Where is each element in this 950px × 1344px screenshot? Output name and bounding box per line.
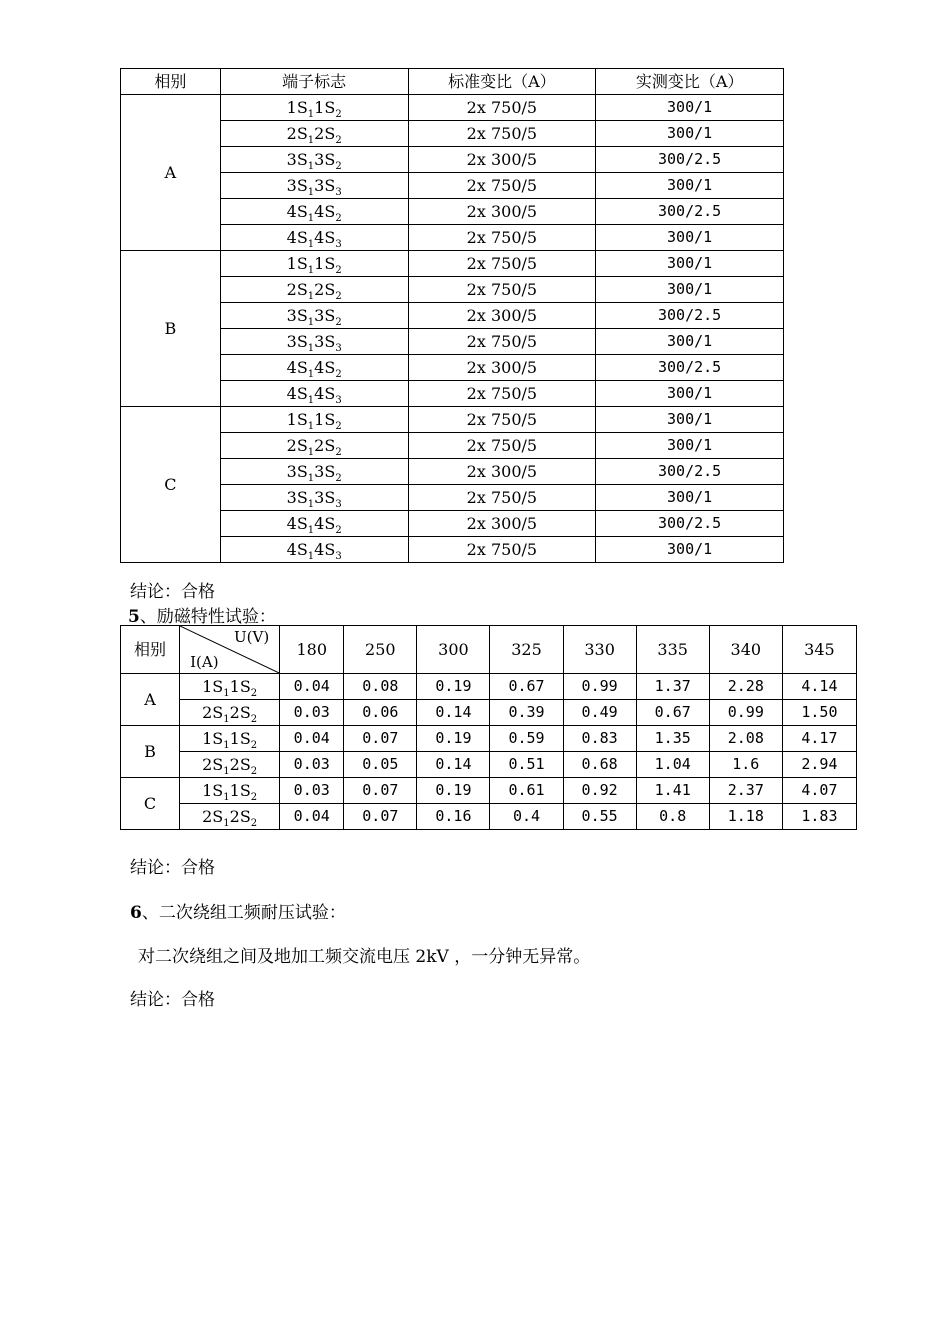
terminal-cell: [220, 433, 408, 459]
terminal-label: 4S: [286, 227, 308, 247]
terminal-label: 4S: [286, 357, 308, 377]
ratio-row: [121, 459, 784, 485]
measured-ratio-cell: 300/1: [596, 433, 784, 459]
standard-ratio-cell: 2x 750/5: [408, 381, 596, 407]
measured-ratio-cell: 300/1: [596, 251, 784, 277]
current-value-cell: 0.39: [490, 700, 563, 726]
ratio-table: [120, 68, 784, 563]
terminal-subscript: 1: [223, 739, 230, 751]
terminal-subscript: 2: [335, 212, 342, 224]
current-value-cell: 0.07: [344, 726, 417, 752]
terminal-label: 4S: [314, 513, 336, 533]
ratio-row: [121, 381, 784, 407]
ratio-row: [121, 173, 784, 199]
standard-ratio-cell: 2x 750/5: [408, 225, 596, 251]
voltage-header-cell: 345: [782, 626, 856, 674]
section5-number: 5: [128, 607, 140, 627]
terminal-cell: [220, 407, 408, 433]
ratio-header-cell: 相别: [121, 69, 221, 95]
terminal-label: 1S: [229, 780, 251, 800]
terminal-label: 1S: [202, 728, 224, 748]
terminal-subscript: 1: [307, 472, 315, 484]
current-value-cell: 0.99: [563, 674, 636, 700]
standard-ratio-cell: 2x 750/5: [408, 485, 596, 511]
terminal-label: 2S: [286, 435, 308, 455]
terminal-subscript: 2: [335, 160, 342, 172]
terminal-label: 1S: [314, 97, 336, 117]
section6-title: 、二次绕组工频耐压试验：: [141, 903, 346, 923]
terminal-cell: [220, 355, 408, 381]
current-value-cell: 0.14: [417, 700, 490, 726]
terminal-subscript: 2: [335, 290, 342, 302]
current-value-cell: 0.92: [563, 778, 636, 804]
terminal-cell: [220, 251, 408, 277]
measured-ratio-cell: 300/2.5: [596, 459, 784, 485]
terminal-label: 2S: [202, 702, 224, 722]
ratio-row: [121, 355, 784, 381]
current-axis-label: I(A): [190, 653, 219, 671]
current-value-cell: 0.51: [490, 752, 563, 778]
terminal-subscript: 1: [307, 134, 315, 146]
current-value-cell: 2.94: [782, 752, 856, 778]
excitation-row: [121, 674, 857, 700]
terminal-label: 4S: [286, 539, 308, 559]
current-value-cell: 0.99: [709, 700, 782, 726]
measured-ratio-cell: 300/1: [596, 485, 784, 511]
voltage-header-cell: 330: [563, 626, 636, 674]
terminal-cell: [220, 225, 408, 251]
ratio-row: [121, 147, 784, 173]
current-value-cell: 1.50: [782, 700, 856, 726]
terminal-subscript: 1: [307, 316, 315, 328]
terminal-subscript: 1: [223, 765, 230, 777]
terminal-subscript: 3: [335, 238, 342, 250]
measured-ratio-cell: 300/1: [596, 95, 784, 121]
current-value-cell: 1.35: [636, 726, 709, 752]
terminal-cell: [180, 700, 280, 726]
current-value-cell: 1.83: [782, 804, 856, 830]
terminal-label: 1S: [229, 728, 251, 748]
current-value-cell: 0.49: [563, 700, 636, 726]
terminal-label: 1S: [286, 97, 308, 117]
standard-ratio-cell: 2x 750/5: [408, 95, 596, 121]
terminal-label: 3S: [286, 305, 308, 325]
phase-cell: C: [121, 778, 180, 830]
standard-ratio-cell: 2x 300/5: [408, 147, 596, 173]
measured-ratio-cell: 300/2.5: [596, 199, 784, 225]
terminal-cell: [220, 537, 408, 563]
ratio-row: [121, 251, 784, 277]
measured-ratio-cell: 300/2.5: [596, 511, 784, 537]
terminal-cell: [220, 511, 408, 537]
standard-ratio-cell: 2x 750/5: [408, 251, 596, 277]
voltage-header-cell: 300: [417, 626, 490, 674]
ratio-row: [121, 407, 784, 433]
standard-ratio-cell: 2x 750/5: [408, 407, 596, 433]
ratio-row: [121, 329, 784, 355]
terminal-label: 2S: [229, 702, 251, 722]
terminal-subscript: 2: [250, 713, 258, 725]
current-value-cell: 0.08: [344, 674, 417, 700]
measured-ratio-cell: 300/1: [596, 329, 784, 355]
terminal-cell: [220, 121, 408, 147]
terminal-cell: [220, 381, 408, 407]
current-value-cell: 0.04: [280, 804, 344, 830]
terminal-label: 4S: [286, 201, 308, 221]
standard-ratio-cell: 2x 300/5: [408, 199, 596, 225]
terminal-label: 3S: [286, 487, 308, 507]
terminal-label: 2S: [229, 806, 251, 826]
standard-ratio-cell: 2x 750/5: [408, 173, 596, 199]
current-value-cell: 0.05: [344, 752, 417, 778]
terminal-label: 1S: [314, 253, 336, 273]
measured-ratio-cell: 300/1: [596, 121, 784, 147]
terminal-cell: [180, 804, 280, 830]
terminal-label: 4S: [286, 383, 308, 403]
terminal-label: 1S: [202, 780, 224, 800]
terminal-label: 3S: [314, 461, 336, 481]
current-value-cell: 0.55: [563, 804, 636, 830]
terminal-subscript: 1: [223, 687, 230, 699]
excitation-row: [121, 700, 857, 726]
terminal-subscript: 2: [335, 108, 342, 120]
terminal-subscript: 3: [335, 186, 342, 198]
terminal-subscript: 1: [307, 264, 315, 276]
terminal-label: 2S: [202, 754, 224, 774]
terminal-label: 4S: [314, 227, 336, 247]
current-value-cell: 0.16: [417, 804, 490, 830]
terminal-subscript: 1: [307, 550, 315, 562]
voltage-header-cell: 335: [636, 626, 709, 674]
ratio-row: [121, 121, 784, 147]
excitation-row: [121, 752, 857, 778]
terminal-cell: [180, 726, 280, 752]
excitation-table: [120, 625, 857, 830]
current-value-cell: 0.19: [417, 726, 490, 752]
terminal-subscript: 2: [250, 791, 258, 803]
terminal-label: 3S: [286, 331, 308, 351]
section5-heading: [128, 602, 276, 627]
terminal-subscript: 1: [307, 238, 315, 250]
terminal-label: 4S: [314, 357, 336, 377]
terminal-subscript: 1: [307, 498, 315, 510]
section6-text: 对二次绕组之间及地加工频交流电压 2kV ，一分钟无异常。: [138, 947, 591, 967]
ratio-row: [121, 303, 784, 329]
ratio-row: [121, 95, 784, 121]
terminal-subscript: 2: [250, 687, 258, 699]
current-value-cell: 1.41: [636, 778, 709, 804]
ratio-header-cell: 端子标志: [220, 69, 408, 95]
terminal-cell: [180, 674, 280, 700]
voltage-header-cell: 250: [344, 626, 417, 674]
measured-ratio-cell: 300/1: [596, 225, 784, 251]
terminal-subscript: 2: [335, 316, 342, 328]
current-value-cell: 0.8: [636, 804, 709, 830]
terminal-label: 3S: [314, 175, 336, 195]
terminal-subscript: 1: [307, 290, 315, 302]
phase-cell: B: [121, 726, 180, 778]
terminal-cell: [220, 147, 408, 173]
terminal-label: 1S: [314, 409, 336, 429]
current-value-cell: 2.28: [709, 674, 782, 700]
standard-ratio-cell: 2x 750/5: [408, 277, 596, 303]
terminal-subscript: 1: [307, 394, 315, 406]
current-value-cell: 1.04: [636, 752, 709, 778]
voltage-header-cell: 340: [709, 626, 782, 674]
standard-ratio-cell: 2x 300/5: [408, 303, 596, 329]
terminal-label: 3S: [314, 305, 336, 325]
terminal-subscript: 2: [335, 134, 342, 146]
terminal-cell: [220, 459, 408, 485]
standard-ratio-cell: 2x 750/5: [408, 121, 596, 147]
terminal-subscript: 3: [335, 342, 342, 354]
terminal-subscript: 1: [307, 108, 315, 120]
current-value-cell: 1.37: [636, 674, 709, 700]
current-value-cell: 0.19: [417, 674, 490, 700]
current-value-cell: 0.14: [417, 752, 490, 778]
terminal-subscript: 1: [307, 524, 315, 536]
terminal-subscript: 2: [250, 739, 258, 751]
terminal-subscript: 3: [335, 550, 342, 562]
standard-ratio-cell: 2x 750/5: [408, 433, 596, 459]
measured-ratio-cell: 300/2.5: [596, 303, 784, 329]
current-value-cell: 0.61: [490, 778, 563, 804]
current-value-cell: 0.19: [417, 778, 490, 804]
current-value-cell: 0.07: [344, 778, 417, 804]
current-value-cell: 0.07: [344, 804, 417, 830]
terminal-cell: [220, 173, 408, 199]
ratio-header-cell: 实测变比（A）: [596, 69, 784, 95]
terminal-cell: [220, 95, 408, 121]
excitation-row: [121, 804, 857, 830]
current-value-cell: 4.17: [782, 726, 856, 752]
current-value-cell: 1.6: [709, 752, 782, 778]
terminal-cell: [220, 485, 408, 511]
ratio-row: [121, 199, 784, 225]
terminal-label: 4S: [314, 201, 336, 221]
current-value-cell: 0.06: [344, 700, 417, 726]
terminal-label: 3S: [314, 149, 336, 169]
terminal-label: 2S: [314, 123, 336, 143]
measured-ratio-cell: 300/1: [596, 277, 784, 303]
measured-ratio-cell: 300/1: [596, 407, 784, 433]
terminal-cell: [180, 752, 280, 778]
terminal-label: 2S: [229, 754, 251, 774]
excitation-row: [121, 778, 857, 804]
measured-ratio-cell: 300/1: [596, 381, 784, 407]
current-value-cell: 1.18: [709, 804, 782, 830]
current-value-cell: 0.67: [490, 674, 563, 700]
terminal-label: 2S: [314, 279, 336, 299]
measured-ratio-cell: 300/1: [596, 173, 784, 199]
current-value-cell: 0.59: [490, 726, 563, 752]
terminal-label: 2S: [202, 806, 224, 826]
terminal-label: 3S: [286, 149, 308, 169]
voltage-header-cell: 325: [490, 626, 563, 674]
terminal-subscript: 1: [307, 420, 315, 432]
current-value-cell: 0.03: [280, 752, 344, 778]
conclusion-3: 结论：合格: [130, 990, 215, 1010]
excitation-row: [121, 726, 857, 752]
terminal-subscript: 2: [250, 817, 258, 829]
terminal-subscript: 2: [335, 420, 342, 432]
phase-header-cell: 相别: [121, 626, 180, 674]
current-value-cell: 0.67: [636, 700, 709, 726]
voltage-header-cell: 180: [280, 626, 344, 674]
section6-number: 6: [130, 903, 142, 923]
current-value-cell: 2.37: [709, 778, 782, 804]
terminal-label: 2S: [286, 123, 308, 143]
standard-ratio-cell: 2x 300/5: [408, 511, 596, 537]
terminal-subscript: 2: [250, 765, 258, 777]
ratio-row: [121, 225, 784, 251]
terminal-subscript: 2: [335, 446, 342, 458]
terminal-label: 4S: [286, 513, 308, 533]
current-value-cell: 0.83: [563, 726, 636, 752]
terminal-cell: [220, 199, 408, 225]
standard-ratio-cell: 2x 300/5: [408, 355, 596, 381]
terminal-label: 1S: [202, 676, 224, 696]
measured-ratio-cell: 300/2.5: [596, 355, 784, 381]
terminal-subscript: 1: [307, 212, 315, 224]
ratio-header-cell: 标准变比（A）: [408, 69, 596, 95]
terminal-label: 1S: [229, 676, 251, 696]
terminal-cell: [220, 277, 408, 303]
terminal-subscript: 2: [335, 472, 342, 484]
terminal-subscript: 2: [335, 368, 342, 380]
terminal-cell: [180, 778, 280, 804]
terminal-subscript: 1: [307, 186, 315, 198]
conclusion-1: 结论：合格: [130, 582, 215, 602]
diagonal-header-cell: [180, 626, 280, 674]
measured-ratio-cell: 300/2.5: [596, 147, 784, 173]
standard-ratio-cell: 2x 750/5: [408, 537, 596, 563]
terminal-subscript: 1: [223, 791, 230, 803]
current-value-cell: 2.08: [709, 726, 782, 752]
terminal-subscript: 1: [307, 446, 315, 458]
terminal-subscript: 2: [335, 264, 342, 276]
terminal-label: 4S: [314, 539, 336, 559]
ratio-row: [121, 537, 784, 563]
terminal-label: 1S: [286, 253, 308, 273]
terminal-label: 3S: [314, 331, 336, 351]
excitation-header-row: [121, 626, 857, 674]
conclusion-2: 结论：合格: [130, 858, 215, 878]
standard-ratio-cell: 2x 300/5: [408, 459, 596, 485]
terminal-subscript: 1: [223, 817, 230, 829]
ratio-row: [121, 277, 784, 303]
measured-ratio-cell: 300/1: [596, 537, 784, 563]
current-value-cell: 0.03: [280, 700, 344, 726]
terminal-label: 1S: [286, 409, 308, 429]
terminal-subscript: 1: [223, 713, 230, 725]
current-value-cell: 4.07: [782, 778, 856, 804]
phase-cell: A: [121, 95, 221, 251]
phase-cell: C: [121, 407, 221, 563]
terminal-subscript: 3: [335, 394, 342, 406]
terminal-label: 2S: [286, 279, 308, 299]
standard-ratio-cell: 2x 750/5: [408, 329, 596, 355]
terminal-label: 2S: [314, 435, 336, 455]
terminal-cell: [220, 329, 408, 355]
current-value-cell: 0.04: [280, 674, 344, 700]
current-value-cell: 0.4: [490, 804, 563, 830]
terminal-label: 3S: [286, 461, 308, 481]
terminal-subscript: 1: [307, 368, 315, 380]
terminal-subscript: 3: [335, 498, 342, 510]
current-value-cell: 4.14: [782, 674, 856, 700]
voltage-axis-label: U(V): [234, 628, 270, 646]
terminal-subscript: 1: [307, 342, 315, 354]
terminal-label: 4S: [314, 383, 336, 403]
terminal-subscript: 1: [307, 160, 315, 172]
terminal-label: 3S: [314, 487, 336, 507]
terminal-label: 3S: [286, 175, 308, 195]
terminal-subscript: 2: [335, 524, 342, 536]
current-value-cell: 0.68: [563, 752, 636, 778]
current-value-cell: 0.04: [280, 726, 344, 752]
phase-cell: B: [121, 251, 221, 407]
current-value-cell: 0.03: [280, 778, 344, 804]
section6-heading: [130, 898, 346, 923]
phase-cell: A: [121, 674, 180, 726]
ratio-row: [121, 485, 784, 511]
ratio-row: [121, 433, 784, 459]
ratio-header-row: [121, 69, 784, 95]
terminal-cell: [220, 303, 408, 329]
section5-title: 、励磁特性试验：: [139, 607, 276, 627]
ratio-row: [121, 511, 784, 537]
